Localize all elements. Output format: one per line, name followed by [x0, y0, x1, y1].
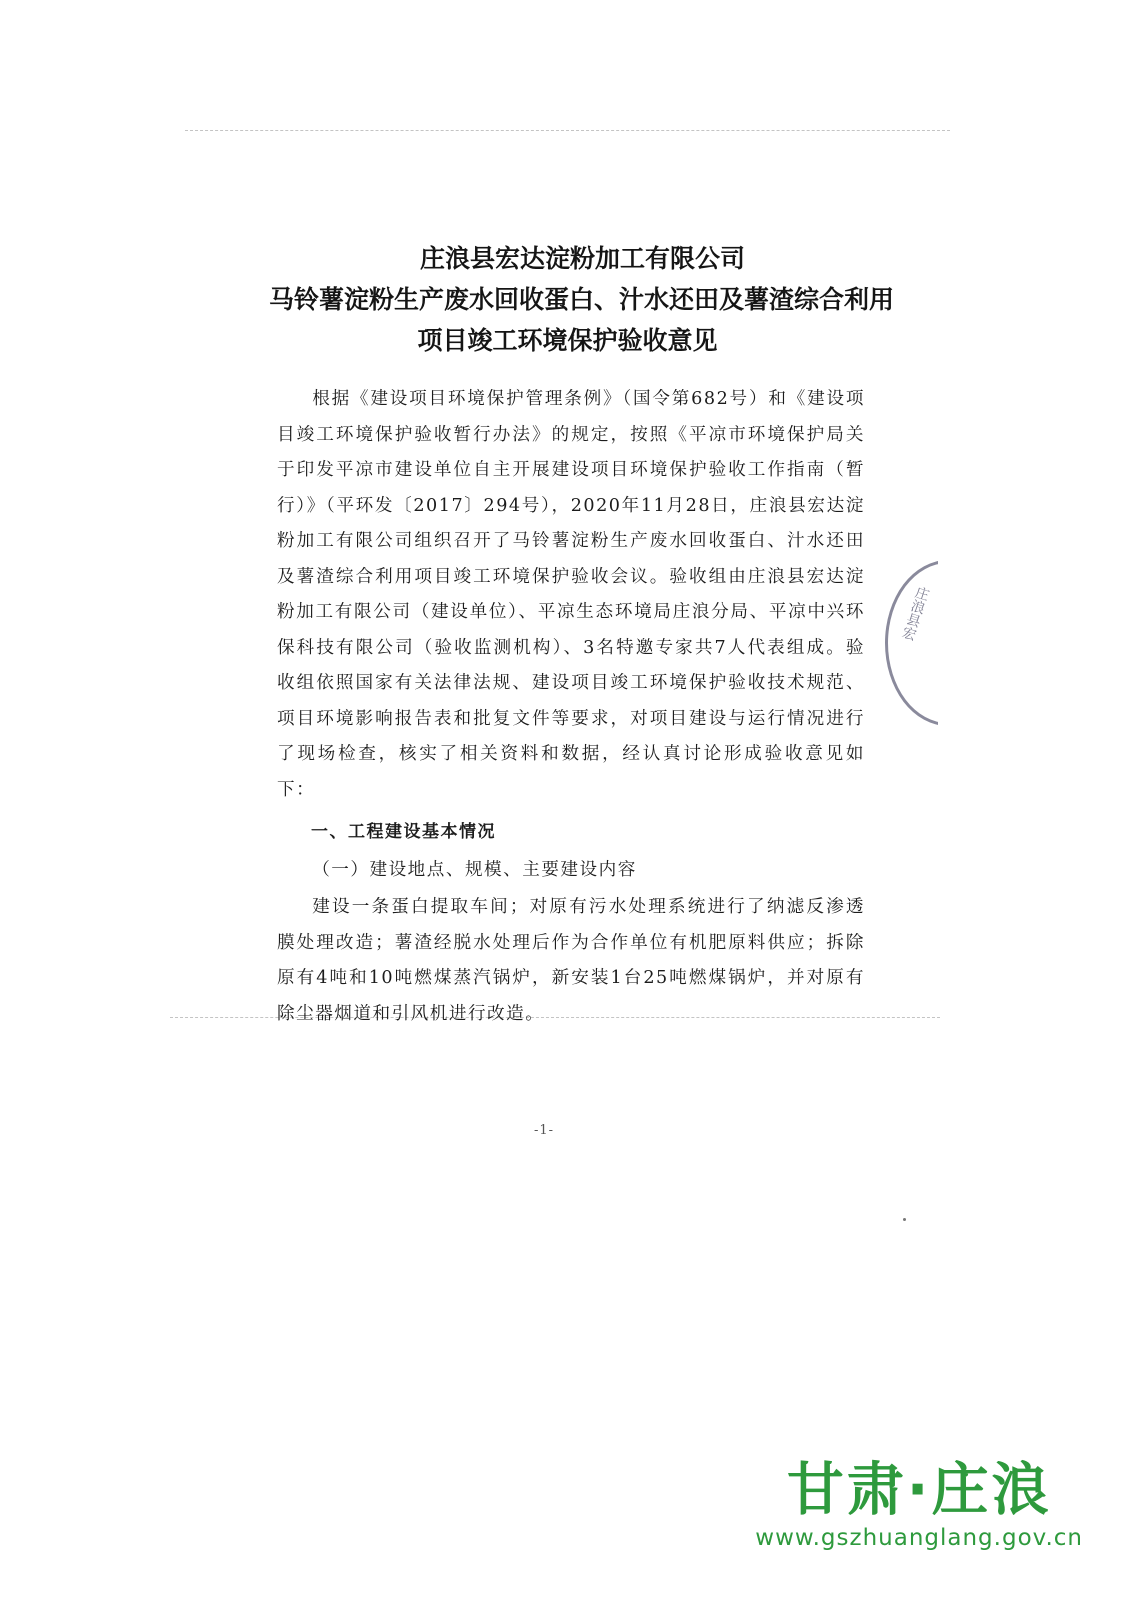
subsection-heading-location-scale: （一）建设地点、规模、主要建设内容	[312, 859, 637, 880]
site-watermark	[755, 1456, 1083, 1552]
section-heading-basic-info: 一、工程建设基本情况	[311, 822, 496, 842]
title-project: 马铃薯淀粉生产废水回收蛋白、汁水还田及薯渣综合利用	[268, 285, 894, 314]
scan-speck	[903, 1218, 906, 1221]
seal-partial-text: 庄浪县宏	[898, 583, 932, 643]
construction-content-paragraph: 建设一条蛋白提取车间；对原有污水处理系统进行了纳滤反渗透膜处理改造；薯渣经脱水处理后作为合作单位有机肥原料供应；拆除原有4吨和10吨燃煤蒸汽锅炉，新安装1台25吨燃煤锅炉，并对原有除尘器烟道和引风机进行改造。	[277, 897, 865, 1024]
seal-ring	[885, 560, 938, 726]
document-body	[277, 382, 865, 1032]
intro-paragraph: 根据《建设项目环境保护管理条例》（国令第682号）和《建设项目竣工环境保护验收暂行办法》的规定，按照《平凉市环境保护局关于印发平凉市建设单位自主开展建设项目环境保护验收工作指南（暂行）》（平环发〔2017〕294号），2020年11月28日，庄浪县宏达淀粉加工有限公司组织召开了马铃薯淀粉生产废水回收蛋白、汁水还田及薯渣综合利用项目竣工环境保护验收会议。验收组由庄浪县宏达淀粉加工有限公司（建设单位）、平凉生态环境局庄浪分局、平凉中兴环保科技有限公司（验收监测机构）、3名特邀专家共7人代表组成。验收组依照国家有关法律法规、建设项目竣工环境保护验收技术规范、项目环境影响报告表和批复文件等要求，对项目建设与运行情况进行了现场检查，核实了相关资料和数据，经认真讨论形成验收意见如下：	[277, 389, 865, 800]
scan-edge-line-top	[185, 130, 950, 131]
page-number: -1-	[534, 1123, 555, 1138]
watermark-title: 甘肃·庄浪	[786, 1457, 1052, 1523]
watermark-url: www.gszhuanglang.gov.cn	[755, 1525, 1083, 1551]
title-subject: 项目竣工环境保护验收意见	[417, 326, 718, 355]
document-title	[0, 238, 1131, 361]
title-company: 庄浪县宏达淀粉加工有限公司	[419, 244, 745, 273]
